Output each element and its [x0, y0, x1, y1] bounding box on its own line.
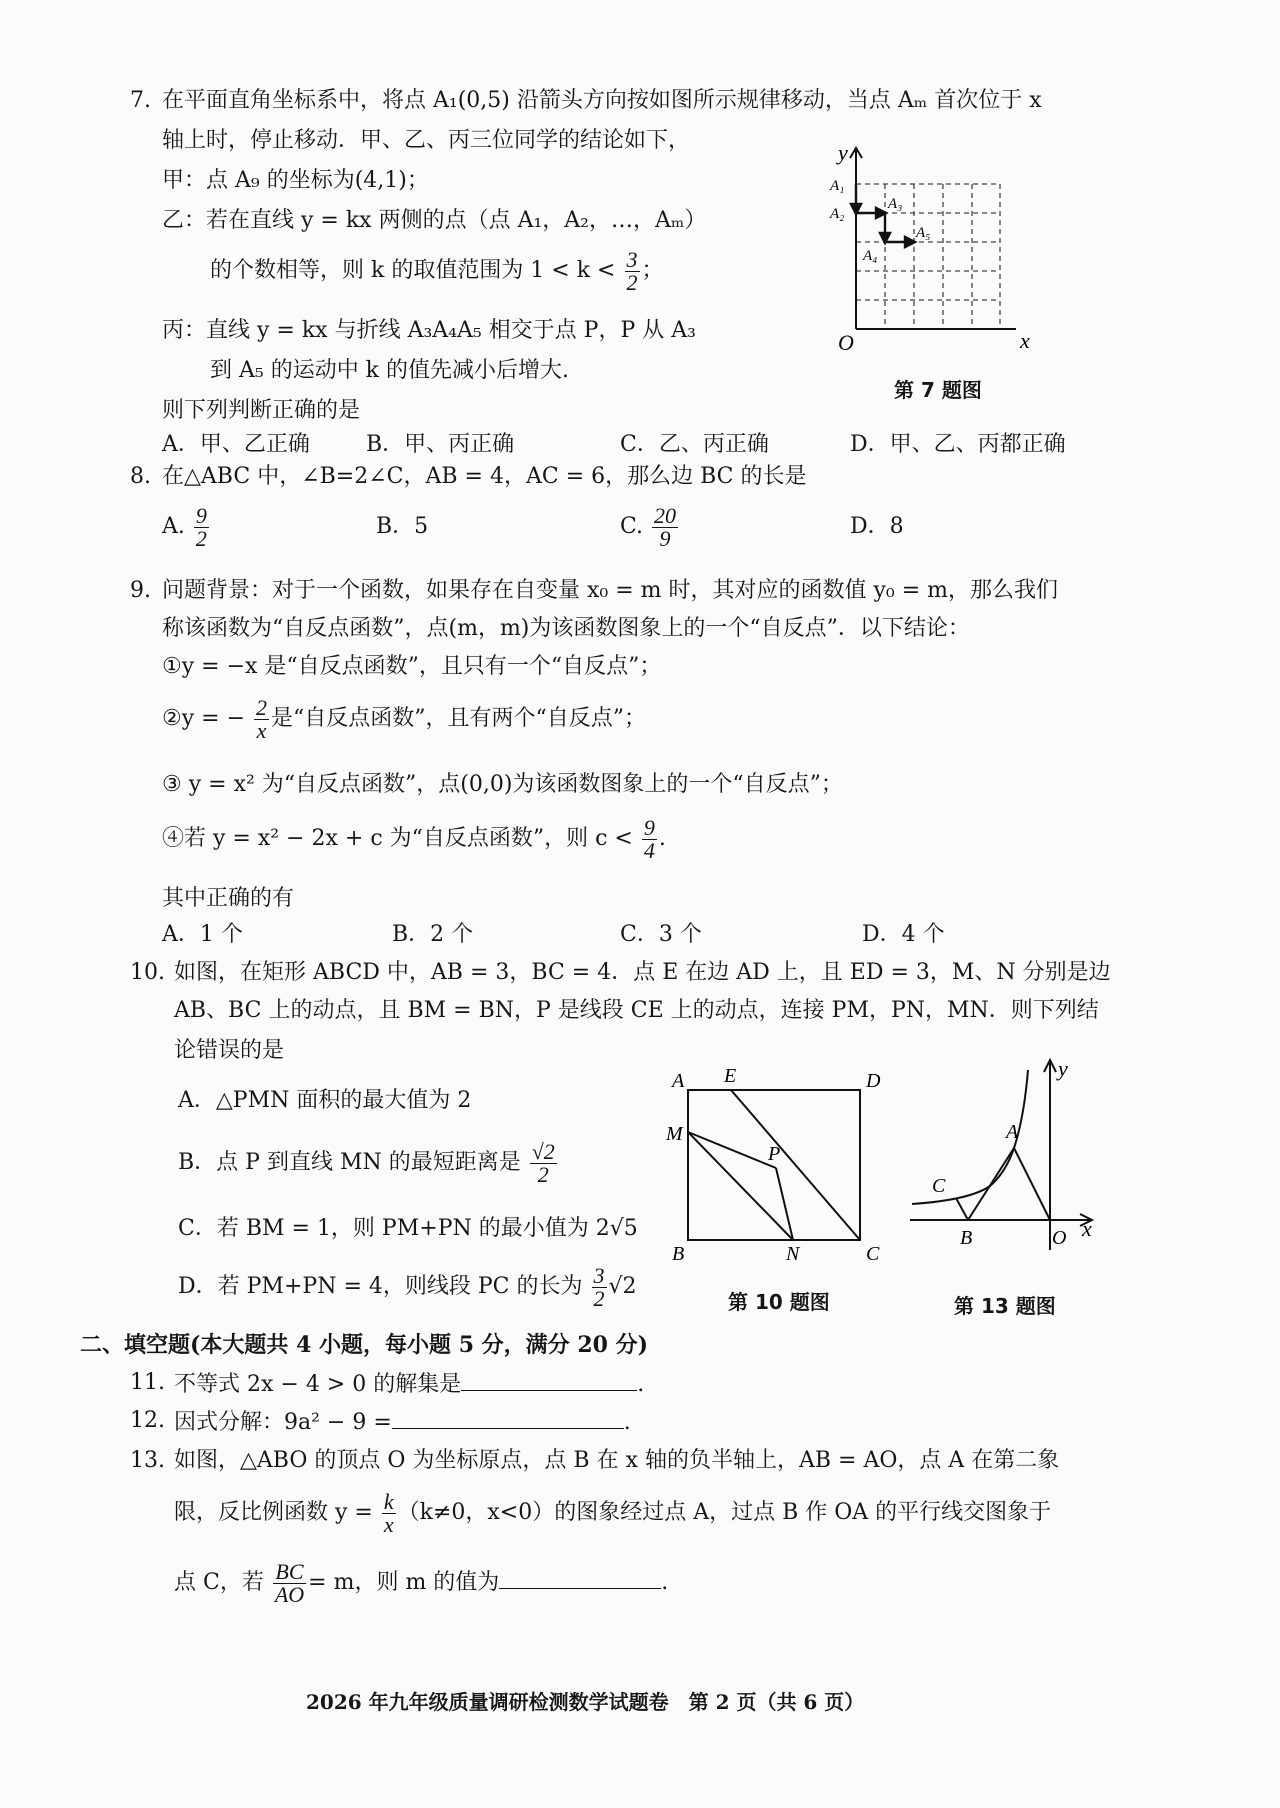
page-footer: 2026 年九年级质量调研检测数学试题卷 第 2 页（共 6 页） [306, 1690, 865, 1714]
q7-label-a5: A₅ [916, 225, 931, 241]
q9-c4-den: 4 [643, 837, 655, 863]
q7-axis-x-label: x [1020, 328, 1030, 353]
q8-option-d: D．8 [850, 514, 904, 539]
q10-d-post: √2 [608, 1274, 637, 1299]
q13-line2-pre: 限，反比例函数 y = [174, 1500, 373, 1525]
q8-option-a-fraction [194, 502, 209, 551]
q13-stem-line1: 如图，△ABO 的顶点 O 为坐标原点，点 B 在 x 轴的负半轴上，AB = AO，点 A 在第二象 [174, 1448, 1060, 1473]
q11-answer-blank[interactable] [461, 1368, 637, 1391]
q11 [174, 1368, 644, 1400]
q10-d-fraction [592, 1262, 607, 1311]
q7-stem-line2: 轴上时，停止移动．甲、乙、丙三位同学的结论如下， [162, 128, 691, 153]
q7-yi-fraction [625, 246, 640, 295]
q7-jia: 甲：点 A₉ 的坐标为(4,1)； [162, 168, 429, 193]
q13-line3-num: BC [273, 1561, 306, 1584]
q9-c2-post: 是“自反点函数”，且有两个“自反点”； [271, 706, 647, 731]
q10-figure [650, 1060, 910, 1260]
q10-b-num: √2 [531, 1138, 555, 1164]
q10-label-a: A [672, 1070, 685, 1092]
q13-line2-den: x [383, 1511, 394, 1537]
q9-c2-fraction [254, 694, 269, 743]
q13-line2-num: k [383, 1488, 394, 1514]
q9-option-b: B．2 个 [392, 922, 474, 947]
q10-segment-pn [776, 1168, 793, 1240]
q9-stem-line1: 问题背景：对于一个函数，如果存在自变量 x₀ = m 时，其对应的函数值 y₀ = m，那么我们 [162, 578, 1059, 603]
q9-c4-fraction [642, 814, 657, 863]
q13-line3-den: AO [274, 1581, 305, 1607]
q13-label-a: A [1006, 1121, 1019, 1143]
section-2-title: 二、填空题(本大题共 4 小题，每小题 5 分，满分 20 分) [80, 1332, 649, 1358]
q10-option-c: C．若 BM = 1，则 PM+PN 的最小值为 2√5 [178, 1216, 638, 1241]
q13-line2-post: （k≠0，x<0）的图象经过点 A，过点 B 作 OA 的平行线交图象于 [397, 1500, 1052, 1525]
q13-label-b: B [960, 1227, 973, 1249]
q12-end: . [623, 1410, 631, 1435]
q7-arrows [851, 184, 915, 247]
q7-yi-frac-num: 3 [626, 246, 638, 272]
q9-c4-post: . [658, 826, 666, 851]
q7-number: 7. [130, 88, 151, 113]
q9-conclusion-3: ③ y = x² 为“自反点函数”，点(0,0)为该函数图象上的一个“自反点”； [162, 772, 843, 797]
q10-rectangle [688, 1090, 860, 1240]
q10-label-c: C [866, 1243, 880, 1260]
q13-line3-end: . [661, 1570, 669, 1595]
q7-grid [856, 184, 1000, 329]
q7-label-a3: A₃ [888, 196, 903, 212]
q10-option-b [178, 1138, 559, 1188]
q13-stem-line2 [174, 1488, 1051, 1538]
q12-text: 因式分解：9a² − 9 = [174, 1410, 392, 1435]
q8-option-a-num: 9 [195, 502, 207, 528]
q13-segment-bc [956, 1198, 968, 1220]
q10-label-m: M [666, 1123, 683, 1145]
q10-b-text: B．点 P 到直线 MN 的最短距离是 [178, 1150, 521, 1175]
q10-d-den: 2 [593, 1285, 605, 1311]
q10-figure-caption: 第 10 题图 [728, 1290, 830, 1314]
q7-axes [850, 148, 1016, 329]
q7-bing-line2: 到 A₅ 的运动中 k 的值先减小后增大. [210, 358, 570, 383]
q7-yi-text: 的个数相等，则 k 的取值范围为 1 < k < [210, 258, 616, 283]
q12 [174, 1406, 631, 1438]
q9-question: 其中正确的有 [162, 886, 295, 911]
q8-stem: 在△ABC 中，∠B=2∠C，AB = 4，AC = 6，那么边 BC 的长是 [162, 464, 807, 489]
q10-d-text: D．若 PM+PN = 4，则线段 PC 的长为 [178, 1274, 583, 1299]
q7-bing-line1: 丙：直线 y = kx 与折线 A₃A₄A₅ 相交于点 P，P 从 A₃ [162, 318, 696, 343]
q10-label-b: B [672, 1243, 685, 1260]
q13-answer-blank[interactable] [499, 1566, 661, 1589]
q7-origin-label: O [838, 330, 854, 355]
q11-end: . [637, 1372, 645, 1397]
q7-stem-line1: 在平面直角坐标系中，将点 A₁(0,5) 沿箭头方向按如图所示规律移动，当点 Aₘ 首次位于 x [162, 88, 1042, 113]
q8-number: 8. [130, 464, 151, 489]
q9-option-c: C．3 个 [620, 922, 702, 947]
q8-option-c [620, 502, 680, 552]
q7-option-b: B．甲、丙正确 [366, 432, 515, 457]
q10-label-n: N [786, 1243, 800, 1260]
q13-line3-mid: = m，则 m 的值为 [308, 1570, 500, 1595]
q9-conclusion-2 [162, 694, 646, 744]
q10-number: 10. [130, 960, 165, 985]
q12-number: 12. [130, 1408, 165, 1433]
q7-question: 则下列判断正确的是 [162, 398, 361, 423]
q9-c2-num: 2 [256, 694, 268, 720]
q7-option-a: A．甲、乙正确 [162, 432, 310, 457]
q11-number: 11. [130, 1370, 165, 1395]
q9-option-d: D．4 个 [862, 922, 945, 947]
q7-axis-y-label: y [838, 140, 848, 165]
q7-yi-end: ； [641, 258, 664, 283]
q13-stem-line3 [174, 1558, 668, 1608]
q10-label-d: D [866, 1070, 881, 1092]
q13-label-o: O [1052, 1227, 1067, 1249]
q12-answer-blank[interactable] [392, 1406, 624, 1429]
q13-figure [910, 1050, 1110, 1250]
q9-option-a: A．1 个 [162, 922, 243, 947]
q10-stem-line3: 论错误的是 [174, 1038, 285, 1063]
q9-c2-pre: ②y = − [162, 706, 246, 731]
q7-figure-caption: 第 7 题图 [894, 378, 982, 402]
q10-option-a: A．△PMN 面积的最大值为 2 [178, 1088, 472, 1113]
q8-option-a [162, 502, 211, 552]
q10-stem-line1: 如图，在矩形 ABCD 中，AB = 3，BC = 4．点 E 在边 AD 上，且 ED = 3，M、N 分别是边 [174, 960, 1111, 985]
q8-option-a-label: A. [162, 514, 185, 539]
q13-axis-y-label: y [1058, 1056, 1068, 1081]
q7-option-c: C．乙、丙正确 [620, 432, 769, 457]
q8-option-c-den: 9 [659, 525, 671, 551]
q10-b-fraction [530, 1138, 557, 1187]
q10-b-den: 2 [537, 1161, 549, 1187]
q7-yi-line2 [210, 246, 664, 296]
q7-yi-frac-den: 2 [626, 269, 638, 295]
q13-line2-fraction [382, 1488, 396, 1537]
q8-option-c-fraction [652, 502, 678, 551]
q8-option-c-num: 20 [654, 502, 677, 528]
q10-option-d [178, 1262, 637, 1312]
q9-c4-pre: ④若 y = x² − 2x + c 为“自反点函数”，则 c < [162, 826, 633, 851]
q7-option-d: D．甲、乙、丙都正确 [850, 432, 1066, 457]
q9-conclusion-4 [162, 814, 666, 864]
q13-label-c: C [932, 1175, 946, 1197]
q10-stem-line2: AB、BC 上的动点，且 BM = BN，P 是线段 CE 上的动点，连接 PM，PN，MN．则下列结 [174, 998, 1099, 1023]
q9-c2-den: x [256, 717, 267, 743]
q7-label-a1: A₁ [830, 178, 845, 194]
q10-d-num: 3 [593, 1262, 605, 1288]
q9-c4-num: 9 [643, 814, 655, 840]
q9-stem-line2: 称该函数为“自反点函数”，点(m，m)为该函数图象上的一个“自反点”．以下结论： [162, 616, 970, 641]
q13-line3-fraction [273, 1558, 306, 1607]
q10-label-p: P [768, 1143, 781, 1165]
q8-option-a-den: 2 [195, 525, 207, 551]
q7-yi-line1: 乙：若在直线 y = kx 两侧的点（点 A₁，A₂，…，Aₘ） [162, 208, 707, 233]
q8-option-b: B．5 [376, 514, 429, 539]
q7-label-a4: A₄ [863, 248, 878, 264]
q10-segment-ce [731, 1090, 860, 1240]
q8-option-c-label: C. [620, 514, 644, 539]
q9-number: 9. [130, 578, 151, 603]
q10-segment-pm [688, 1132, 776, 1168]
q13-figure-caption: 第 13 题图 [954, 1294, 1056, 1318]
q11-text: 不等式 2x − 4 > 0 的解集是 [174, 1372, 462, 1397]
q13-axis-x-label: x [1082, 1216, 1092, 1241]
q10-label-e: E [724, 1065, 737, 1087]
q13-number: 13. [130, 1448, 165, 1473]
q7-label-a2: A₂ [830, 206, 845, 222]
q13-line3-pre: 点 C，若 [174, 1570, 264, 1595]
q9-conclusion-1: ①y = −x 是“自反点函数”，且只有一个“自反点”； [162, 654, 662, 679]
